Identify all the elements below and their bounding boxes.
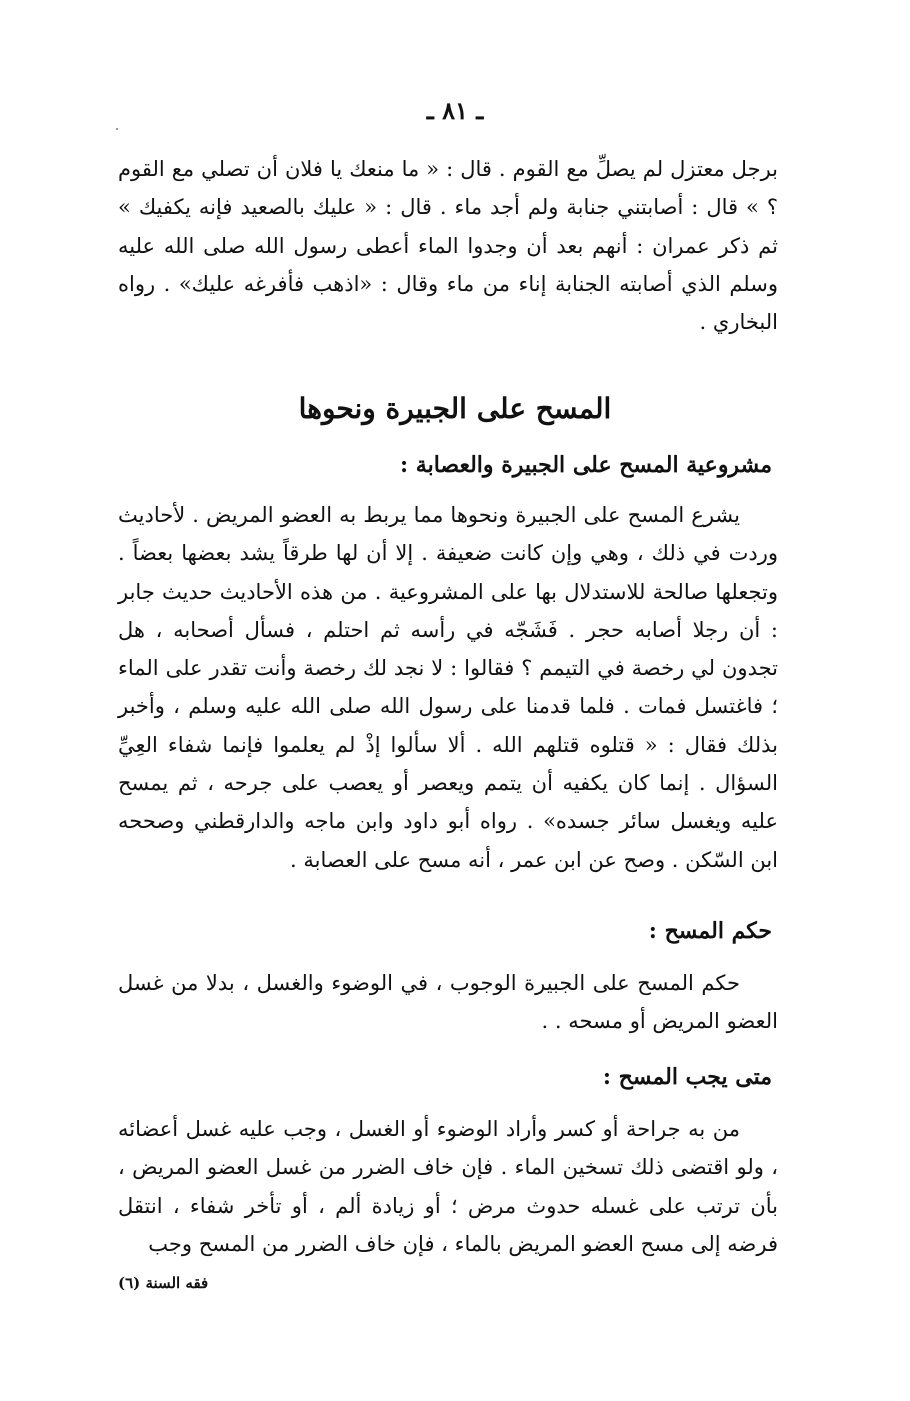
page-number: ـ ٨١ ـ <box>426 96 484 125</box>
section-text-legitimacy <box>118 496 778 879</box>
section-paragraph-ruling: حكم المسح على الجبيرة الوجوب ، في الوضوء والغسل ، بدلا من غسل العضو المريض أو مسحه . . <box>118 971 778 1034</box>
footer-signature: فقه السنة (٦) <box>118 1274 209 1292</box>
section-paragraph-legitimacy: يشرع المسح على الجبيرة ونحوها مما يربط به العضو المريض . لأحاديث وردت في ذلك ، وهي وإن كانت ضعيفة . إلا أن لها طرقاً يشد بعضها بعضاً . وتجعلها صالحة للاستدلال بها على المشروعية . من هذه الأحاديث حديث جابر : أن رجلا أصابه حجر . فَشَجّه في رأسه ثم احتلم ، فسأل أصحابه ، هل تجدون لي رخصة في التيمم ؟ فقالوا : لا نجد لك رخصة وأنت تقدر على الماء ؛ فاغتسل فمات . فلما قدمنا على رسول الله صلى الله عليه وسلم ، وأخبر بذلك فقال : « قتلوه قتلهم الله . ألا سألوا إذْ لم يعلموا فإنما شفاء العِيِّ السؤال . إنما كان يكفيه أن يتمم ويعصر أو يعصب على جرحه ، ثم يمسح عليه ويغسل سائر جسده» . رواه أبو داود وابن ماجه والدارقطني وصححه ابن السّكن . وصح عن ابن عمر ، أنه مسح على العصابة . <box>118 503 778 872</box>
section-text-when <box>118 1110 778 1263</box>
main-heading: المسح على الجبيرة ونحوها <box>298 392 612 425</box>
section-paragraph-when: من به جراحة أو كسر وأراد الوضوء أو الغسل ، وجب عليه غسل أعضائه ، ولو اقتضى ذلك تسخين الماء . فإن خاف الضرر من غسل العضو المريض ، بأن ترتب على غسله حدوث مرض ؛ أو زيادة ألم ، أو تأخر شفاء ، انتقل فرضه إلى مسح العضو المريض بالماء ، فإن خاف الضرر من المسح وجب <box>118 1117 779 1256</box>
section-heading-when: متى يجب المسح : <box>602 1064 772 1090</box>
section-heading-ruling: حكم المسح : <box>648 918 772 944</box>
section-text-ruling <box>118 964 778 1041</box>
scan-speck <box>116 128 118 130</box>
intro-paragraph: برجل معتزل لم يصلِّ مع القوم . قال : « ما منعك يا فلان أن تصلي مع القوم ؟ » قال : أصابتني جنابة ولم أجد ماء . قال : « عليك بالصعيد فإنه يكفيك » ثم ذكر عمران : أنهم بعد أن وجدوا الماء أعطى رسول الله صلى الله عليه وسلم الذي أصابته الجنابة إناء من ماء وقال : «اذهب فأفرغه عليك» . رواه البخاري . <box>118 157 778 335</box>
section-heading-legitimacy: مشروعية المسح على الجبيرة والعصابة : <box>400 452 772 478</box>
intro-text-block <box>118 150 778 341</box>
